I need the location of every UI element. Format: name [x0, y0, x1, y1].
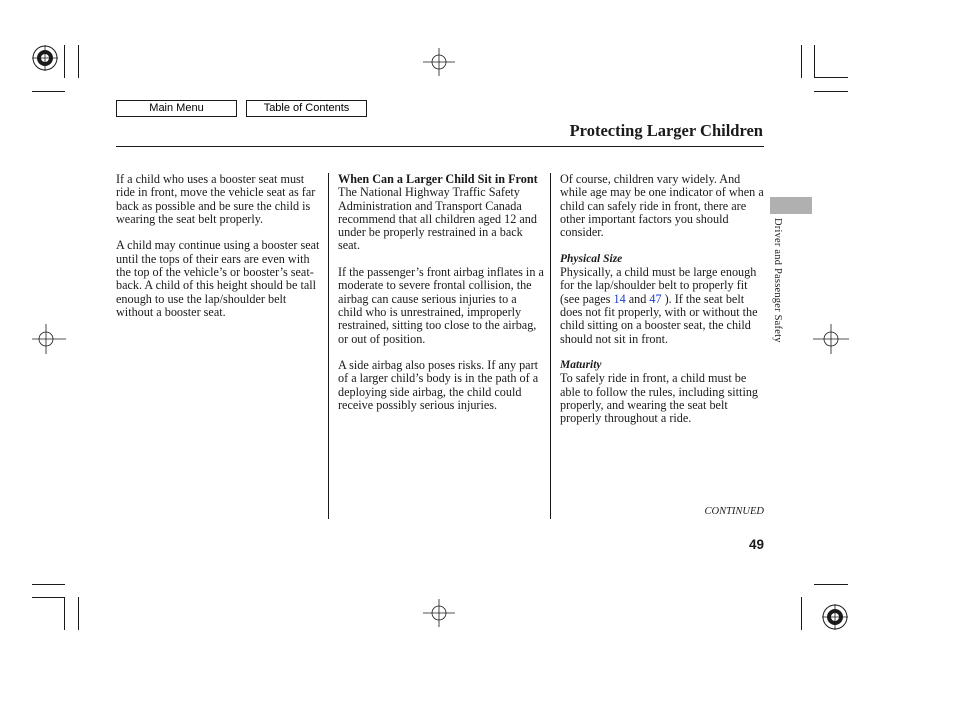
- paragraph: Of course, children vary widely. And while age may be one indicator of when a child can safely ride in front, there are other important factors you should consider.: [560, 172, 764, 240]
- section-tab-label: Driver and Passenger Safety: [772, 218, 783, 343]
- paragraph: The National Highway Traffic Safety Administration and Transport Canada recommend that all children aged 12 and under be properly restrained in a back seat.: [338, 185, 537, 253]
- paragraph-text: and: [625, 291, 650, 306]
- paragraph-text: ). If the seat belt does not fit properly, with or without the child sitting on a booster seat, the child should not sit in front.: [560, 291, 758, 346]
- paragraph: If the passenger’s front airbag inflates in a moderate to severe frontal collision, the airbag can cause serious injuries to a child who is unrestrained, improperly restrained, sitting too close to the airbag, or out of position.: [338, 265, 544, 346]
- registration-target-icon: [822, 604, 848, 630]
- subheading-physical-size: Physical Size: [560, 252, 623, 265]
- title-rule: [116, 146, 764, 147]
- paragraph-text: Physically, a child must be large enough for the lap/shoulder belt to properly fit (see pages: [560, 265, 757, 306]
- column-left: [116, 173, 322, 333]
- paragraph: A child may continue using a booster seat until the tops of their ears are even with the top of the vehicle’s or booster’s seat-back. A child of this height should be tall enough to use the lap/shoulder belt without a booster seat.: [116, 238, 320, 319]
- crosshair-icon: [32, 324, 66, 354]
- column-divider: [328, 173, 329, 519]
- column-right: [560, 173, 766, 439]
- registration-target-icon: [32, 45, 58, 71]
- crosshair-icon: [423, 599, 455, 627]
- page-number: 49: [748, 537, 764, 552]
- crosshair-icon: [423, 48, 455, 76]
- paragraph-text: To safely ride in front, a child must be able to follow the rules, including sitting properly, and wearing the seat belt properly throughout a ride.: [560, 371, 759, 426]
- main-menu-button[interactable]: Main Menu: [116, 100, 237, 117]
- paragraph: If a child who uses a booster seat must ride in front, move the vehicle seat as far back as possible and be sure the child is wearing the seat belt properly.: [116, 172, 316, 226]
- crosshair-icon: [813, 324, 849, 354]
- page-link-47[interactable]: 47: [649, 291, 662, 306]
- section-heading: When Can a Larger Child Sit in Front: [338, 172, 538, 186]
- section-tab-marker: [770, 197, 812, 214]
- page-title: Protecting Larger Children: [569, 121, 763, 140]
- page-link-14[interactable]: 14: [613, 291, 626, 306]
- subheading-maturity: Maturity: [560, 359, 602, 372]
- continued-label: CONTINUED: [704, 506, 764, 517]
- table-of-contents-button[interactable]: Table of Contents: [246, 100, 367, 117]
- column-middle: [338, 173, 544, 426]
- paragraph: A side airbag also poses risks. If any part of a larger child’s body is in the path of a deploying side airbag, the child could receive possibly serious injuries.: [338, 358, 539, 413]
- column-divider: [550, 173, 551, 519]
